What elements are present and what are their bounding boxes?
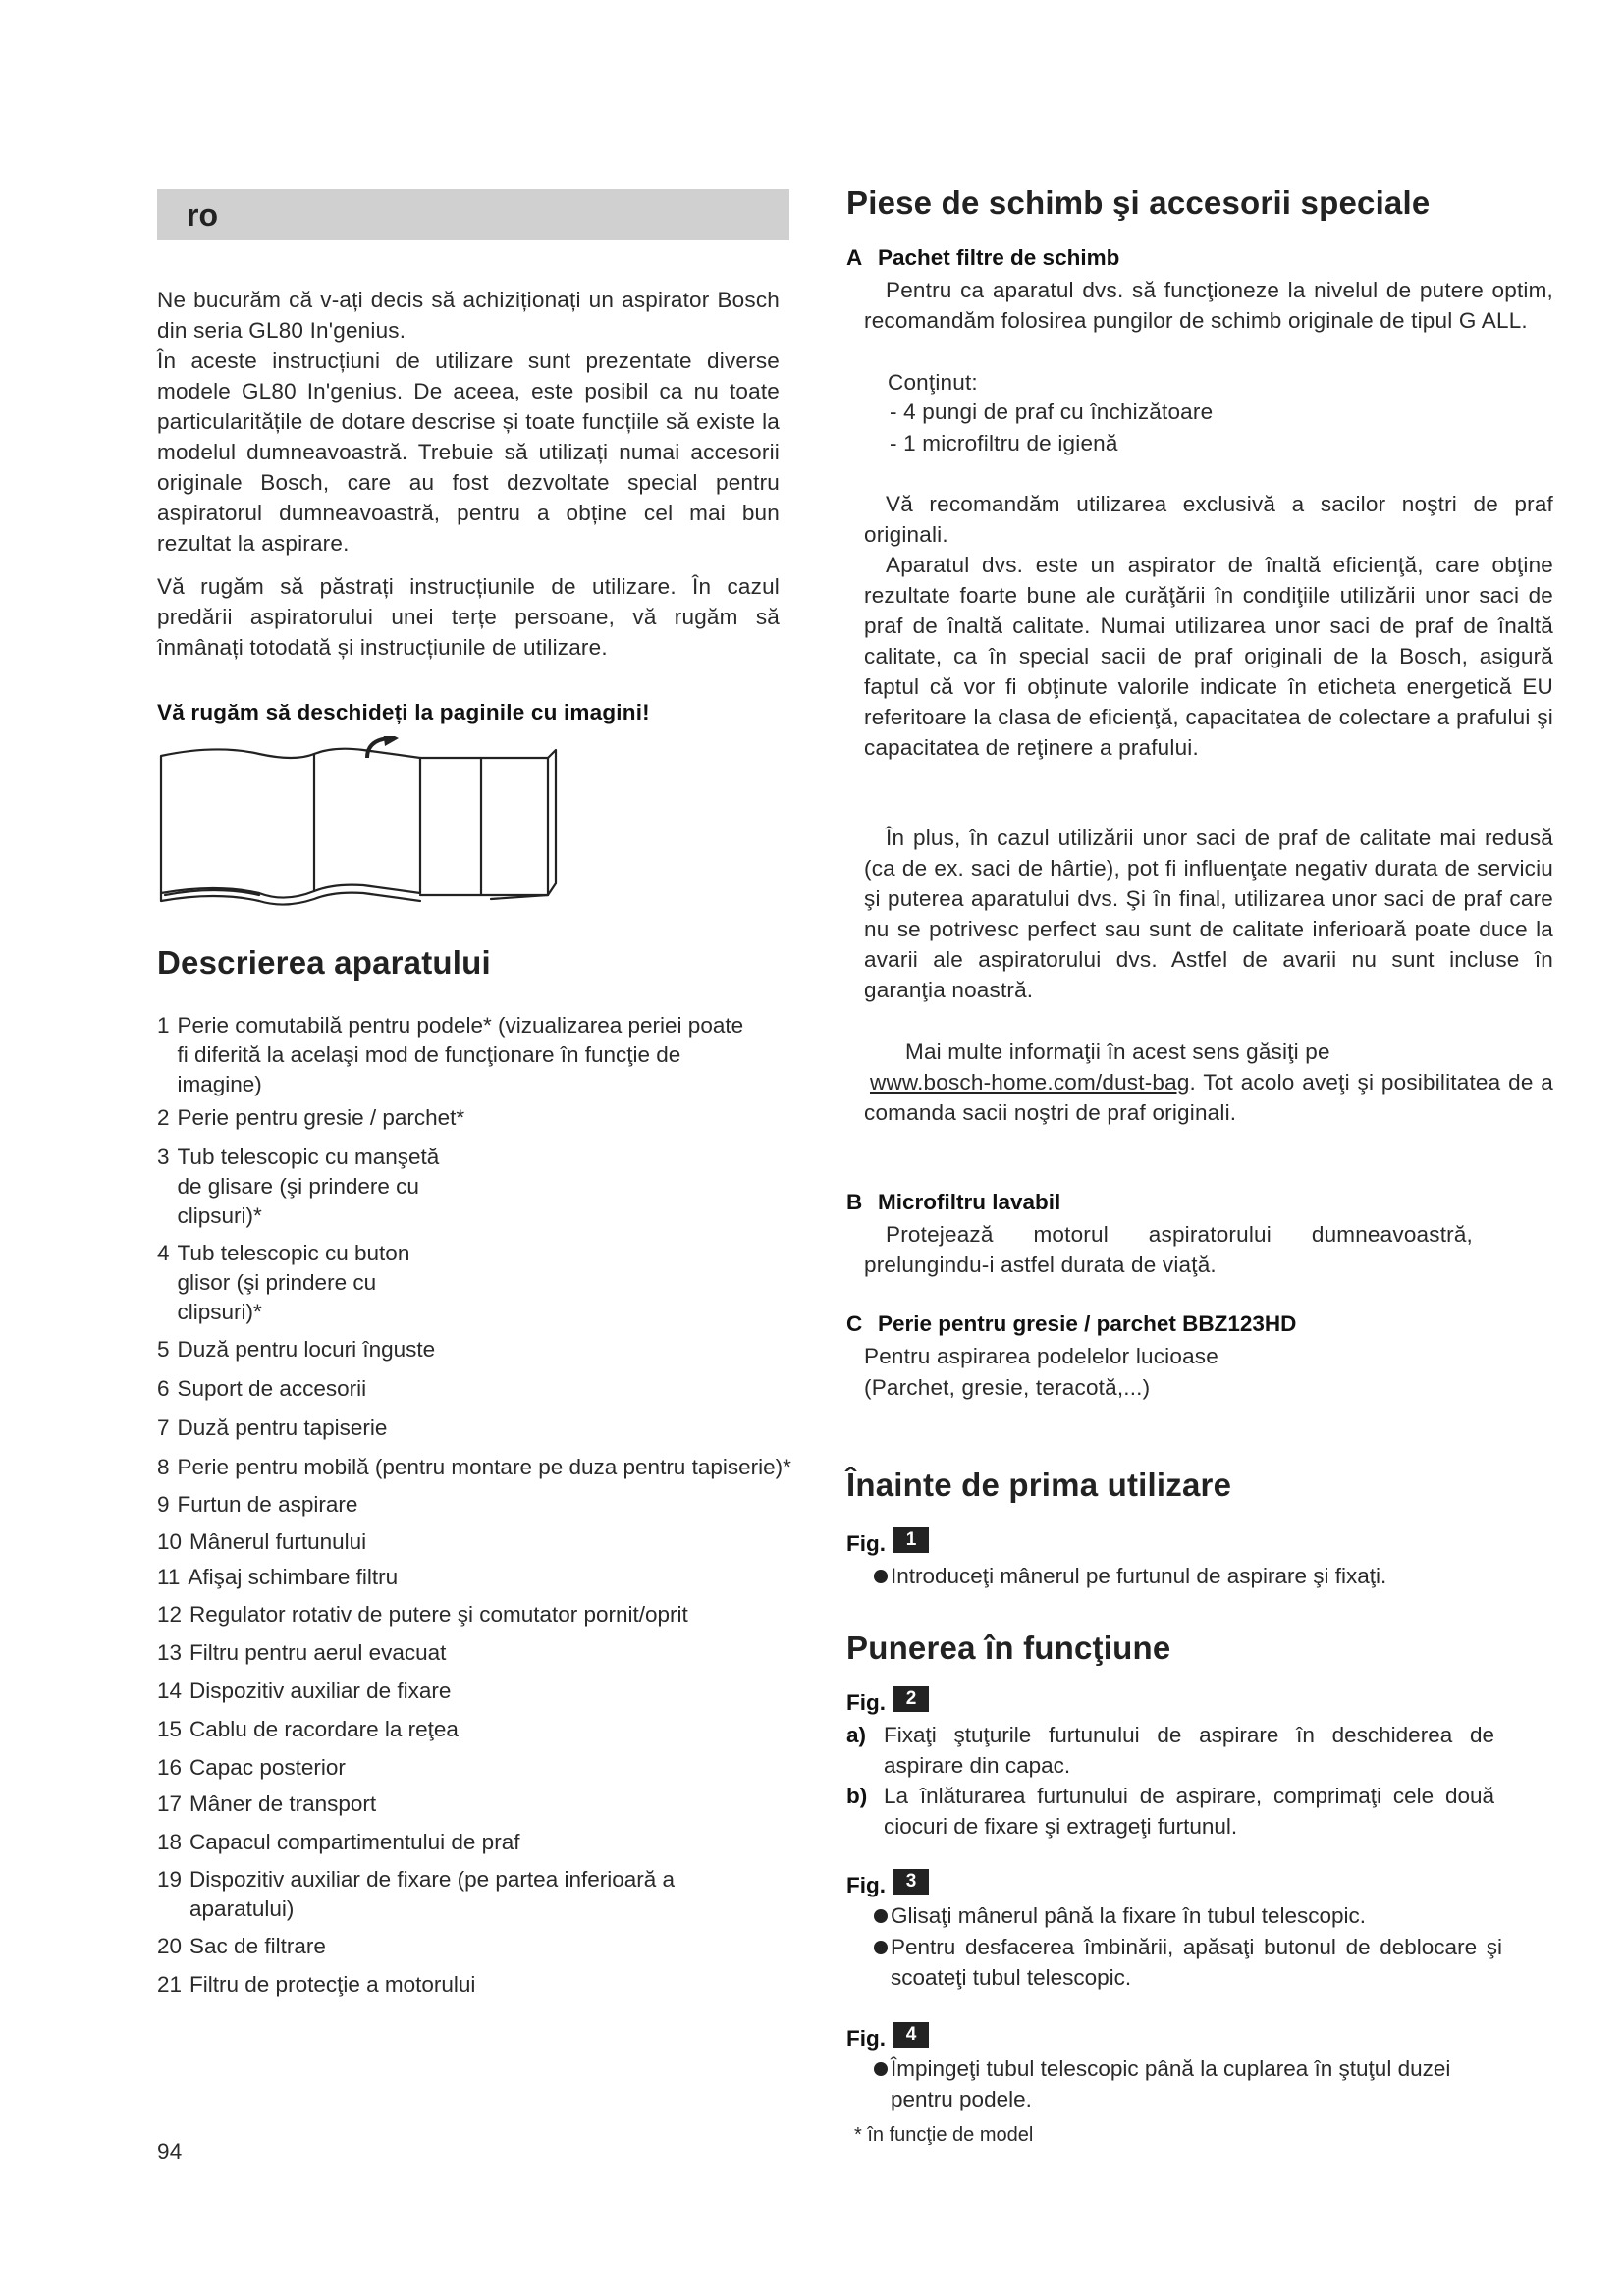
section-b-heading: B Microfiltru lavabil — [846, 1190, 1061, 1214]
bullet-icon — [874, 1570, 888, 1583]
fig-3-label: Fig. 3 — [846, 1869, 929, 1898]
list-item: 8 Perie pentru mobilă (pentru montare pe duza pentru tapiserie)* — [157, 1455, 791, 1479]
section-b-text: Protejează motorul aspiratorului dumneavoastră, prelungindu-i astfel durata de viaţă. — [864, 1222, 1473, 1277]
section-a-content-item-2: - 1 microfiltru de igienă — [890, 431, 1118, 455]
fig-3-bullet-2: Pentru desfacerea îmbinării, apăsaţi butonul de deblocare şi scoateţi tubul telescopic. — [874, 1932, 1502, 1993]
section-c-line-1: Pentru aspirarea podelelor lucioase — [864, 1344, 1218, 1368]
section-a-paragraph-3: Aparatul dvs. este un aspirator de înaltă eficienţă, care obţine rezultate foarte bune ale curăţării în condiţiile utilizării unor saci de praf de înaltă calitate. Numai utilizarea unor saci de praf de înaltă calitate, ca în special sacii de praf originali de la Bosch, asigură faptul că vor fi obţinute valorile indicate în eticheta energetică EU referitoare la clasa de eficienţă, capacitatea de colectare a prafului şi capacitatea de reţinere a prafului. — [864, 553, 1553, 760]
dust-bag-link[interactable]: www.bosch-home.com/dust-bag — [870, 1070, 1190, 1095]
section-c-heading: C Perie pentru gresie / parchet BBZ123HD — [846, 1311, 1297, 1336]
list-item: 3 Tub telescopic cu manşetă de glisare (şi prindere cu clipsuri)* — [157, 1145, 440, 1228]
list-item: 18 Capacul compartimentului de praf — [157, 1830, 520, 1854]
bullet-icon — [874, 1909, 888, 1923]
description-title: Descrierea aparatului — [157, 944, 491, 981]
page-number: 94 — [157, 2139, 183, 2163]
list-item: 6 Suport de accesorii — [157, 1376, 367, 1401]
spares-title: Piese de schimb şi accesorii speciale — [846, 185, 1431, 221]
section-a-content-label: Conţinut: — [888, 370, 978, 395]
section-a-paragraph-2: Vă recomandăm utilizarea exclusivă a sacilor noştri de praf originali. — [864, 492, 1553, 547]
list-item: 5 Duză pentru locuri înguste — [157, 1337, 436, 1362]
footnote: * în funcţie de model — [854, 2124, 1034, 2146]
language-code: ro — [187, 197, 218, 233]
list-item: 11 Afişaj schimbare filtru — [157, 1565, 399, 1589]
list-item: 1 Perie comutabilă pentru podele* (vizualizarea periei poate fi diferită la acelaşi mod de funcţionare în funcţie de imagine) — [157, 1013, 744, 1096]
section-c-line-2: (Parchet, gresie, teracotă,...) — [864, 1375, 1151, 1400]
before-use-bullet: Introduceţi mânerul pe furtunul de aspirare şi fixaţi. — [874, 1561, 1386, 1591]
fig-4-number: 4 — [893, 2022, 929, 2048]
fig-3-bullet-1: Glisaţi mânerul până la fixare în tubul telescopic. — [874, 1900, 1502, 1931]
section-a-paragraph-4: În plus, în cazul utilizării unor saci de praf de calitate mai redusă (ca de ex. saci de hârtie), pot fi influenţate negativ durata de serviciu şi puterea aparatului dvs. Şi în final, utilizarea unor saci de praf care nu se potrivesc perfect sau sunt de calitate inferioară poate duce la avarii ale aspiratorului dvs. Astfel de avarii nu sunt incluse în garanţia noastră. — [864, 826, 1553, 1002]
fig-1-label: Fig. 1 — [846, 1527, 929, 1557]
fig-4-label: Fig. 4 — [846, 2022, 929, 2052]
fig-2-number: 2 — [893, 1686, 929, 1712]
section-a-heading: A Pachet filtre de schimb — [846, 245, 1120, 270]
intro-paragraph-1: Ne bucurăm că v-ați decis să achiziționați un aspirator Bosch din seria GL80 In'genius. — [157, 288, 780, 343]
before-use-title: Înainte de prima utilizare — [846, 1467, 1232, 1503]
intro-paragraph-3: Vă rugăm să păstrați instrucțiunile de utilizare. În cazul predării aspiratorului unei terțe persoane, vă rugăm să înmânați totodată și instrucțiunile de utilizare. — [157, 574, 780, 660]
open-pages-note: Vă rugăm să deschideți la paginile cu imagini! — [157, 700, 650, 724]
section-a-paragraph-1: Pentru ca aparatul dvs. să funcţioneze la nivelul de putere optim, recomandăm folosirea pungilor de schimb originale de tipul G ALL. — [864, 278, 1553, 333]
language-bar — [157, 189, 789, 240]
intro-paragraph-2: În aceste instrucțiuni de utilizare sunt prezentate diverse modele GL80 In'genius. De aceea, este posibil ca nu toate particularitățile de dotare descrise și toate funcțiile să existe la modelul dumneavoastră. Trebuie să utilizați numai accesorii originale Bosch, care au fost dezvoltate special pentru aspiratorul dumneavoastră, pentru a obține cel mai bun rezultat la aspirare. — [157, 348, 780, 556]
bullet-icon — [874, 1941, 888, 1954]
step-b: b) La înlăturarea furtunului de aspirare, comprimaţi cele două ciocuri de fixare şi extrageţi furtunul. — [846, 1784, 1494, 1839]
list-item: 21 Filtru de protecţie a motorului — [157, 1972, 476, 1997]
list-item: 20 Sac de filtrare — [157, 1934, 326, 1958]
open-book-illustration — [157, 736, 560, 913]
fig-3-number: 3 — [893, 1869, 929, 1895]
list-item: 10 Mânerul furtunului — [157, 1529, 367, 1554]
list-item: 13 Filtru pentru aerul evacuat — [157, 1640, 447, 1665]
bullet-icon — [874, 2062, 888, 2076]
section-a-content-item-1: - 4 pungi de praf cu închizătoare — [890, 400, 1214, 424]
list-item: 14 Dispozitiv auxiliar de fixare — [157, 1679, 452, 1703]
list-item: 2 Perie pentru gresie / parchet* — [157, 1105, 465, 1130]
list-item: 15 Cablu de racordare la reţea — [157, 1717, 459, 1741]
step-a: a) Fixaţi ştuţurile furtunului de aspirare în deschiderea de aspirare din capac. — [846, 1723, 1494, 1778]
section-a-paragraph-5 — [864, 1037, 1553, 1128]
start-title: Punerea în funcţiune — [846, 1629, 1171, 1666]
list-item: 9 Furtun de aspirare — [157, 1492, 358, 1517]
more-info-text: Mai multe informaţii în acest sens găsiţi pe — [905, 1040, 1330, 1064]
parts-list — [157, 1011, 795, 2000]
list-item: 12 Regulator rotativ de putere şi comutator pornit/oprit — [157, 1602, 688, 1627]
list-item: 4 Tub telescopic cu buton glisor (şi prindere cu clipsuri)* — [157, 1241, 410, 1324]
list-item: 16 Capac posterior — [157, 1755, 346, 1780]
fig-4-bullet-1: Împingeţi tubul telescopic până la cuplarea în ştuţul duzei pentru podele. — [874, 2054, 1502, 2114]
list-item: 7 Duză pentru tapiserie — [157, 1415, 388, 1440]
order-text: . Tot acolo aveţi şi posibilitatea de a comanda sacii noştri de praf originali. — [864, 1070, 1553, 1125]
fig-1-number: 1 — [893, 1527, 929, 1553]
list-item: 19 Dispozitiv auxiliar de fixare (pe partea inferioară a aparatului) — [157, 1867, 676, 1921]
list-item: 17 Mâner de transport — [157, 1791, 377, 1816]
fig-2-label: Fig. 2 — [846, 1686, 929, 1716]
